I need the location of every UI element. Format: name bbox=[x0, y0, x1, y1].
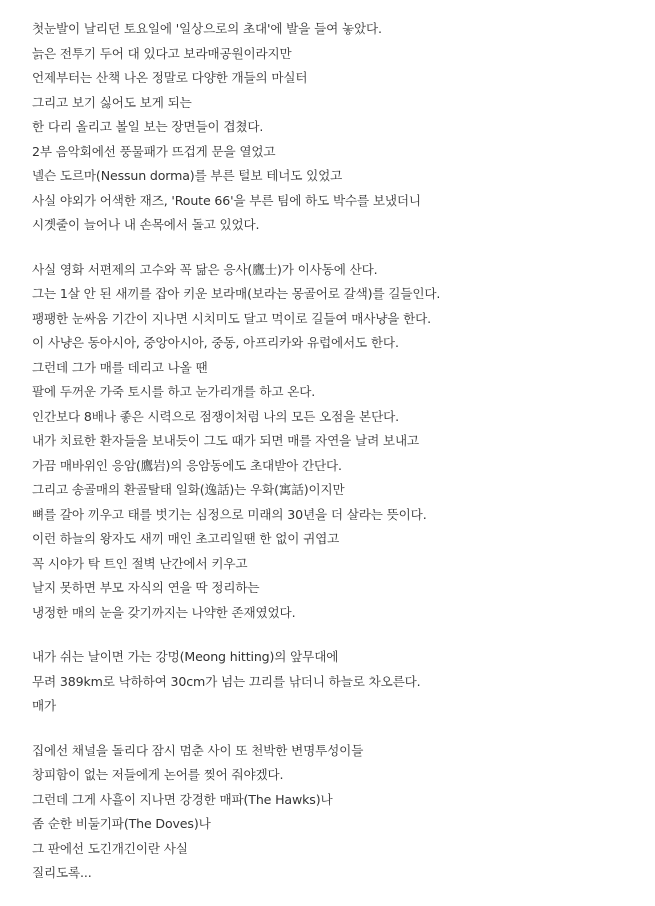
poem-line: 그리고 보기 싫어도 보게 되는 bbox=[32, 94, 192, 110]
poem-line: 그리고 송골매의 환골탈태 일화(逸話)는 우화(寓話)이지만 bbox=[32, 482, 345, 497]
poem-line: 가끔 매바위인 응암(鷹岩)의 응암동에도 초대받아 간단다. bbox=[32, 457, 342, 473]
stanza-1 bbox=[32, 17, 647, 238]
poem-line: 이 사냥은 동아시아, 중앙아시아, 중동, 아프리카와 유럽에서도 한다. bbox=[32, 335, 399, 350]
poem-line: 매가 bbox=[32, 698, 57, 713]
poem-line: 냉정한 매의 눈을 갖기까지는 나약한 존재였었다. bbox=[32, 604, 296, 620]
poem-line: 한 다리 올리고 볼일 보는 장면들이 겹쳤다. bbox=[32, 119, 264, 134]
poem-line: 뼈를 갈아 끼우고 태를 벗기는 심정으로 미래의 30년을 더 살라는 뜻이다. bbox=[32, 506, 427, 522]
poem-line: 질리도록... bbox=[32, 865, 92, 880]
stanza-4 bbox=[32, 739, 647, 886]
poem-line: 사실 영화 서편제의 고수와 꼭 닮은 응사(鷹士)가 이사동에 산다. bbox=[32, 261, 378, 277]
poem-line: 집에선 채널을 돌리다 잠시 멈춘 사이 또 천박한 변명투성이들 bbox=[32, 742, 364, 758]
stanza-3 bbox=[32, 645, 647, 719]
poem-line: 사실 야외가 어색한 재즈, 'Route 66'을 부른 팀에 하도 박수를 보냈더니 bbox=[32, 192, 421, 208]
poem-line: 팽팽한 눈싸움 기간이 지나면 시치미도 달고 먹이로 길들여 매사냥을 한다. bbox=[32, 310, 431, 326]
poem-line: 언제부터는 산책 나온 정말로 다양한 개들의 마실터 bbox=[32, 70, 308, 85]
stanza-2 bbox=[32, 258, 647, 626]
poem-line: 첫눈발이 날리던 토요일에 '일상으로의 초대'에 발을 들여 놓았다. bbox=[32, 21, 382, 36]
poem-line: 인간보다 8배나 좋은 시력으로 점쟁이처럼 나의 모든 오점을 본단다. bbox=[32, 408, 399, 424]
poem-line: 넬슨 도르마(Nessun dorma)를 부른 털보 테너도 있었고 bbox=[32, 168, 343, 183]
poem-line: 무려 389km로 낙하하여 30cm가 넘는 끄리를 낚더니 하늘로 차오른다. bbox=[32, 673, 421, 689]
poem-line: 이런 하늘의 왕자도 새끼 매인 초고리일땐 한 없이 귀엽고 bbox=[32, 531, 340, 546]
poem-line: 그런데 그게 사흘이 지나면 강경한 매파(The Hawks)나 bbox=[32, 791, 333, 807]
poem-line: 꼭 시야가 탁 트인 절벽 난간에서 키우고 bbox=[32, 555, 248, 571]
poem-line: 창피함이 없는 저들에게 논어를 찢어 줘야겠다. bbox=[32, 767, 284, 782]
poem-line: 그 판에선 도긴개긴이란 사실 bbox=[32, 840, 188, 856]
poem-line: 좀 순한 비둘기파(The Doves)나 bbox=[32, 816, 211, 831]
poem-line: 그런데 그가 매를 데리고 나올 땐 bbox=[32, 359, 208, 375]
poem-line: 팔에 두꺼운 가죽 토시를 하고 눈가리개를 하고 온다. bbox=[32, 384, 316, 399]
poem-line: 날지 못하면 부모 자식의 연을 딱 정리하는 bbox=[32, 580, 260, 595]
poem-line: 시곗줄이 늘어나 내 손목에서 돌고 있었다. bbox=[32, 217, 260, 232]
poem-body bbox=[32, 17, 647, 906]
poem-line: 내가 쉬는 날이면 가는 강멍(Meong hitting)의 앞무대에 bbox=[32, 649, 339, 664]
poem-line: 2부 음악회에선 풍물패가 뜨겁게 문을 열었고 bbox=[32, 143, 276, 159]
poem-line: 그는 1살 안 된 새끼를 잡아 키운 보라매(보라는 몽골어로 갈색)를 길들인다. bbox=[32, 286, 441, 301]
poem-line: 늙은 전투기 두어 대 있다고 보라매공원이라지만 bbox=[32, 45, 292, 61]
poem-line: 내가 치료한 환자들을 보내듯이 그도 때가 되면 매를 자연을 날려 보내고 bbox=[32, 433, 419, 448]
